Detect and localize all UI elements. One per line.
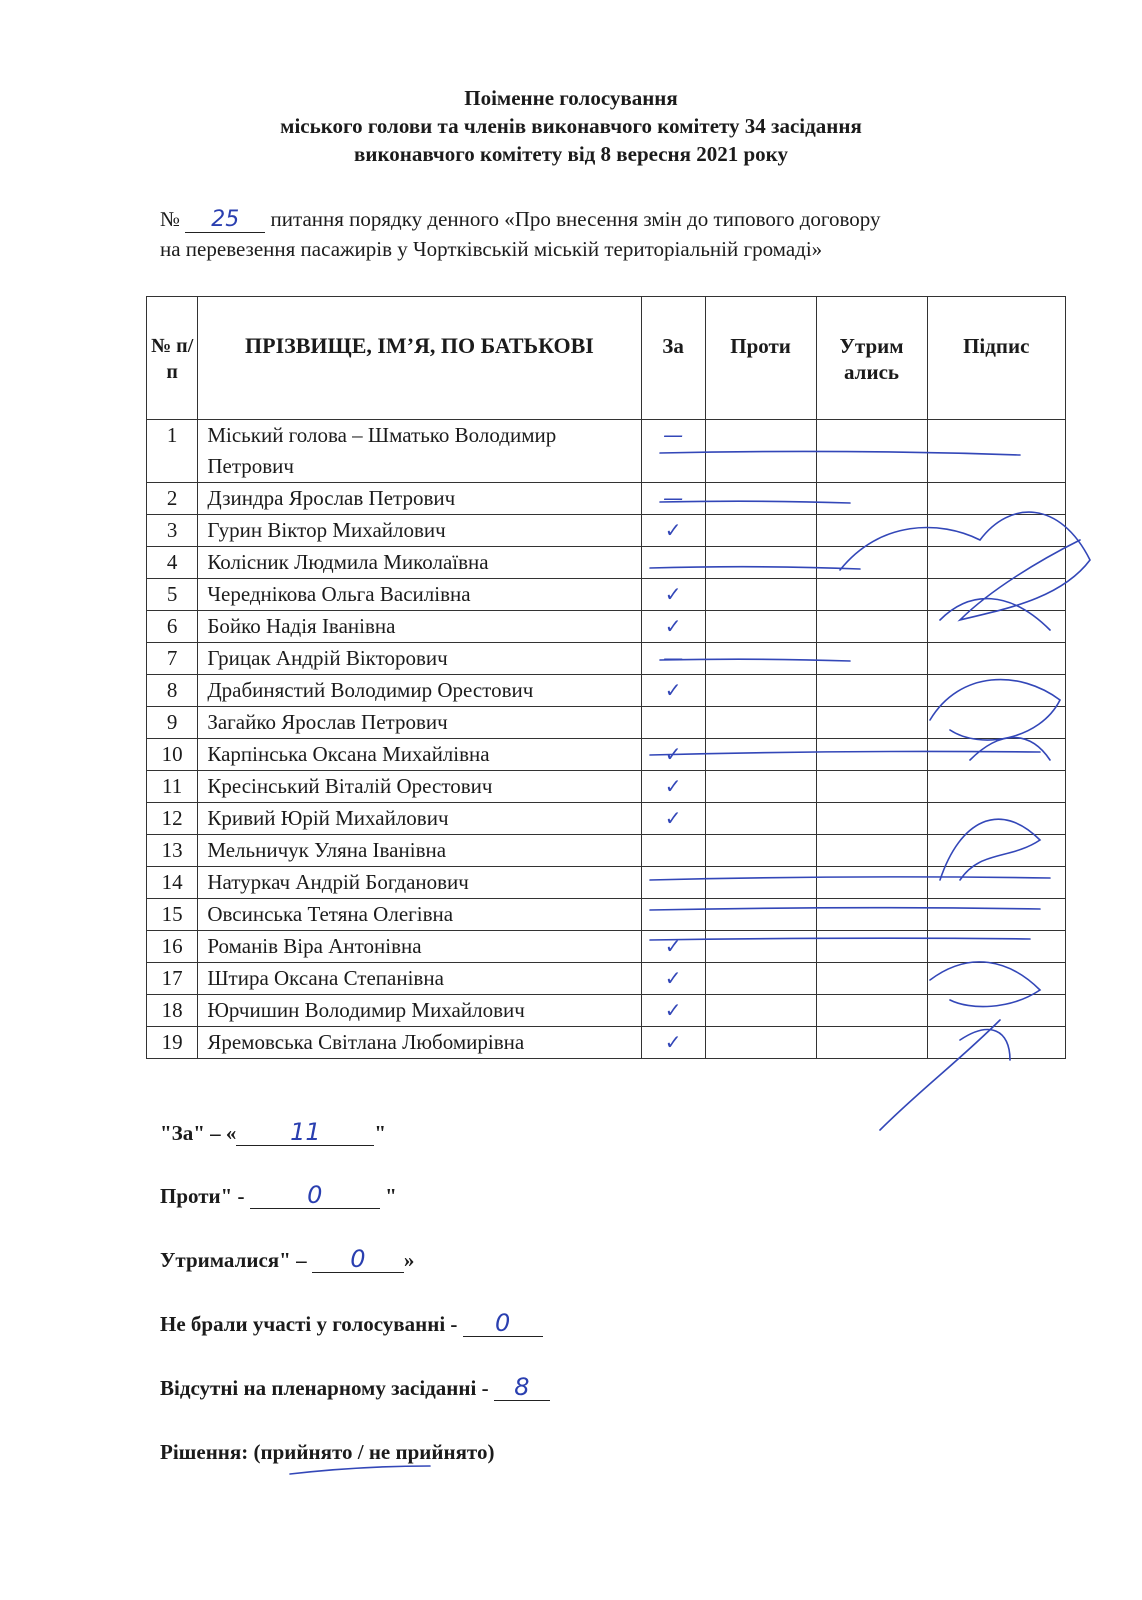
- row-za-mark: [641, 483, 705, 515]
- table-row: [147, 675, 1066, 707]
- row-proty: [705, 483, 816, 515]
- row-proty: [705, 643, 816, 675]
- row-za-mark: [641, 611, 705, 643]
- row-num: 17: [147, 963, 198, 995]
- row-proty: [705, 803, 816, 835]
- row-za-mark: [641, 995, 705, 1027]
- row-num: 12: [147, 803, 198, 835]
- row-name: Кривий Юрій Михайлович: [198, 803, 641, 835]
- table-row: [147, 739, 1066, 771]
- row-name: Гурин Віктор Михайлович: [198, 515, 641, 547]
- row-num: 5: [147, 579, 198, 611]
- vote-mark: ✓: [664, 582, 682, 606]
- row-proty: [705, 707, 816, 739]
- row-za-mark: [641, 739, 705, 771]
- table-row: [147, 963, 1066, 995]
- row-utrymalys: [816, 515, 927, 547]
- question-text-line-2: на перевезення пасажирів у Чортківській міській територіальній громаді»: [160, 237, 823, 261]
- vote-table-header: [147, 297, 1066, 420]
- row-za-mark: [641, 707, 705, 739]
- row-utrymalys: [816, 611, 927, 643]
- tally-utr-label: Утрималися" –: [160, 1248, 312, 1272]
- tally-vidsutni-value: 8: [494, 1374, 550, 1401]
- row-num: 1: [147, 420, 198, 483]
- row-num: 4: [147, 547, 198, 579]
- row-za-mark: [641, 643, 705, 675]
- header-za: За: [641, 297, 705, 420]
- header-utrymalys: Утрим ались: [816, 297, 927, 420]
- row-proty: [705, 611, 816, 643]
- row-signature: [927, 515, 1066, 547]
- question-text-line-1: питання порядку денного «Про внесення змін до типового договору: [270, 207, 881, 231]
- header-num: № п/ п: [147, 297, 198, 420]
- row-signature: [927, 547, 1066, 579]
- underline-rishennia: [290, 1466, 430, 1474]
- row-name: Романів Віра Антонівна: [198, 931, 641, 963]
- table-row: [147, 643, 1066, 675]
- row-utrymalys: [816, 835, 927, 867]
- row-proty: [705, 579, 816, 611]
- table-row: [147, 803, 1066, 835]
- row-utrymalys: [816, 547, 927, 579]
- row-num: 7: [147, 643, 198, 675]
- row-name: Драбинястий Володимир Орестович: [198, 675, 641, 707]
- row-za-mark: [641, 771, 705, 803]
- row-utrymalys: [816, 579, 927, 611]
- row-signature: [927, 707, 1066, 739]
- vote-mark: ✓: [664, 806, 682, 830]
- row-num: 16: [147, 931, 198, 963]
- row-proty: [705, 931, 816, 963]
- tally-nebraly-label: Не брали участі у голосуванні -: [160, 1312, 463, 1336]
- tally-proty-value: 0: [250, 1182, 380, 1209]
- tally-vidsutni: [160, 1373, 550, 1403]
- row-za-mark: [641, 899, 705, 931]
- row-signature: [927, 483, 1066, 515]
- table-row: [147, 515, 1066, 547]
- row-utrymalys: [816, 739, 927, 771]
- row-za-mark: [641, 579, 705, 611]
- row-signature: [927, 739, 1066, 771]
- row-num: 2: [147, 483, 198, 515]
- header-name: ПРІЗВИЩЕ, ІМ’Я, ПО БАТЬКОВІ: [198, 297, 641, 420]
- row-name: Яремовська Світлана Любомирівна: [198, 1027, 641, 1059]
- row-za-mark: [641, 420, 705, 483]
- row-za-mark: [641, 867, 705, 899]
- tally-za-end: ": [374, 1121, 387, 1145]
- row-signature: [927, 579, 1066, 611]
- row-num: 13: [147, 835, 198, 867]
- row-proty: [705, 835, 816, 867]
- row-utrymalys: [816, 963, 927, 995]
- row-proty: [705, 675, 816, 707]
- row-name: Міський голова – Шматько Володимир Петрович: [198, 420, 641, 483]
- vote-table: [146, 296, 1066, 1059]
- row-utrymalys: [816, 803, 927, 835]
- question-number-prefix: №: [160, 207, 181, 231]
- row-utrymalys: [816, 707, 927, 739]
- row-signature: [927, 420, 1066, 483]
- title-line-3: виконавчого комітету від 8 вересня 2021 року: [354, 142, 788, 166]
- row-utrymalys: [816, 1027, 927, 1059]
- row-num: 9: [147, 707, 198, 739]
- vote-mark: ✓: [664, 742, 682, 766]
- title-line-2: міського голови та членів виконавчого комітету 34 засідання: [280, 114, 862, 138]
- row-signature: [927, 643, 1066, 675]
- vote-mark: ✓: [664, 678, 682, 702]
- tally-nebraly: [160, 1309, 543, 1339]
- row-num: 8: [147, 675, 198, 707]
- row-proty: [705, 963, 816, 995]
- row-signature: [927, 995, 1066, 1027]
- row-num: 10: [147, 739, 198, 771]
- row-za-mark: [641, 675, 705, 707]
- tally-vidsutni-label: Відсутні на пленарному засіданні -: [160, 1376, 494, 1400]
- row-proty: [705, 547, 816, 579]
- row-proty: [705, 899, 816, 931]
- row-name: Колісник Людмила Миколаївна: [198, 547, 641, 579]
- row-num: 19: [147, 1027, 198, 1059]
- tally-za: [160, 1118, 386, 1148]
- row-signature: [927, 1027, 1066, 1059]
- row-proty: [705, 515, 816, 547]
- table-row: [147, 835, 1066, 867]
- row-num: 15: [147, 899, 198, 931]
- row-name: Штира Оксана Степанівна: [198, 963, 641, 995]
- row-signature: [927, 835, 1066, 867]
- vote-mark: ✓: [664, 518, 682, 542]
- row-za-mark: [641, 835, 705, 867]
- row-name: Грицак Андрій Вікторович: [198, 643, 641, 675]
- tally-proty-label: Проти" -: [160, 1184, 250, 1208]
- row-utrymalys: [816, 643, 927, 675]
- row-za-mark: [641, 803, 705, 835]
- table-row: [147, 771, 1066, 803]
- row-signature: [927, 867, 1066, 899]
- tally-za-value: 11: [236, 1119, 374, 1146]
- row-za-mark: [641, 1027, 705, 1059]
- vote-mark: ✓: [664, 998, 682, 1022]
- table-row: [147, 899, 1066, 931]
- row-name: Овсинська Тетяна Олегівна: [198, 899, 641, 931]
- tally-utr-value: 0: [312, 1246, 404, 1273]
- row-za-mark: [641, 515, 705, 547]
- row-signature: [927, 803, 1066, 835]
- header-pidpys: Підпис: [927, 297, 1066, 420]
- row-utrymalys: [816, 675, 927, 707]
- tally-rishennia: Рішення: (прийнято / не прийнято): [160, 1440, 495, 1464]
- row-proty: [705, 867, 816, 899]
- row-name: Натуркач Андрій Богданович: [198, 867, 641, 899]
- table-row: [147, 867, 1066, 899]
- tally-nebraly-value: 0: [463, 1310, 543, 1337]
- row-name: Загайко Ярослав Петрович: [198, 707, 641, 739]
- row-proty: [705, 739, 816, 771]
- row-signature: [927, 675, 1066, 707]
- table-row: [147, 707, 1066, 739]
- agenda-question: [160, 204, 1065, 264]
- row-signature: [927, 963, 1066, 995]
- row-name: Мельничук Уляна Іванівна: [198, 835, 641, 867]
- table-row: [147, 931, 1066, 963]
- tally-za-label: "За" – «: [160, 1121, 237, 1145]
- vote-mark: ✓: [664, 1030, 682, 1054]
- row-name: Карпінська Оксана Михайлівна: [198, 739, 641, 771]
- row-num: 11: [147, 771, 198, 803]
- row-utrymalys: [816, 483, 927, 515]
- row-utrymalys: [816, 771, 927, 803]
- tally-utrymalys: [160, 1245, 414, 1275]
- row-name: Кресінський Віталій Орестович: [198, 771, 641, 803]
- row-proty: [705, 995, 816, 1027]
- vote-mark: ✓: [664, 614, 682, 638]
- vote-mark: —: [663, 423, 684, 447]
- vote-mark: ✓: [664, 774, 682, 798]
- table-row: [147, 420, 1066, 483]
- table-row: [147, 995, 1066, 1027]
- tally-utr-end: »: [403, 1248, 415, 1272]
- question-number: 25: [185, 208, 265, 233]
- row-utrymalys: [816, 931, 927, 963]
- row-name: Юрчишин Володимир Михайлович: [198, 995, 641, 1027]
- row-num: 18: [147, 995, 198, 1027]
- table-row: [147, 611, 1066, 643]
- row-proty: [705, 771, 816, 803]
- vote-mark: —: [663, 646, 684, 670]
- tally-proty: [160, 1181, 397, 1211]
- header-proty: Проти: [705, 297, 816, 420]
- row-utrymalys: [816, 899, 927, 931]
- table-row: [147, 483, 1066, 515]
- vote-mark: ✓: [664, 934, 682, 958]
- row-utrymalys: [816, 995, 927, 1027]
- tally-proty-end: ": [379, 1184, 397, 1208]
- vote-mark: —: [663, 486, 684, 510]
- row-za-mark: [641, 931, 705, 963]
- title-line-1: Поіменне голосування: [464, 86, 678, 110]
- row-signature: [927, 899, 1066, 931]
- row-num: 14: [147, 867, 198, 899]
- table-row: [147, 547, 1066, 579]
- row-num: 3: [147, 515, 198, 547]
- vote-mark: ✓: [664, 966, 682, 990]
- row-name: Дзиндра Ярослав Петрович: [198, 483, 641, 515]
- row-utrymalys: [816, 867, 927, 899]
- row-proty: [705, 1027, 816, 1059]
- table-row: [147, 1027, 1066, 1059]
- row-num: 6: [147, 611, 198, 643]
- row-name: Череднікова Ольга Василівна: [198, 579, 641, 611]
- row-signature: [927, 931, 1066, 963]
- row-signature: [927, 771, 1066, 803]
- row-proty: [705, 420, 816, 483]
- row-utrymalys: [816, 420, 927, 483]
- row-za-mark: [641, 547, 705, 579]
- row-name: Бойко Надія Іванівна: [198, 611, 641, 643]
- row-signature: [927, 611, 1066, 643]
- table-row: [147, 579, 1066, 611]
- row-za-mark: [641, 963, 705, 995]
